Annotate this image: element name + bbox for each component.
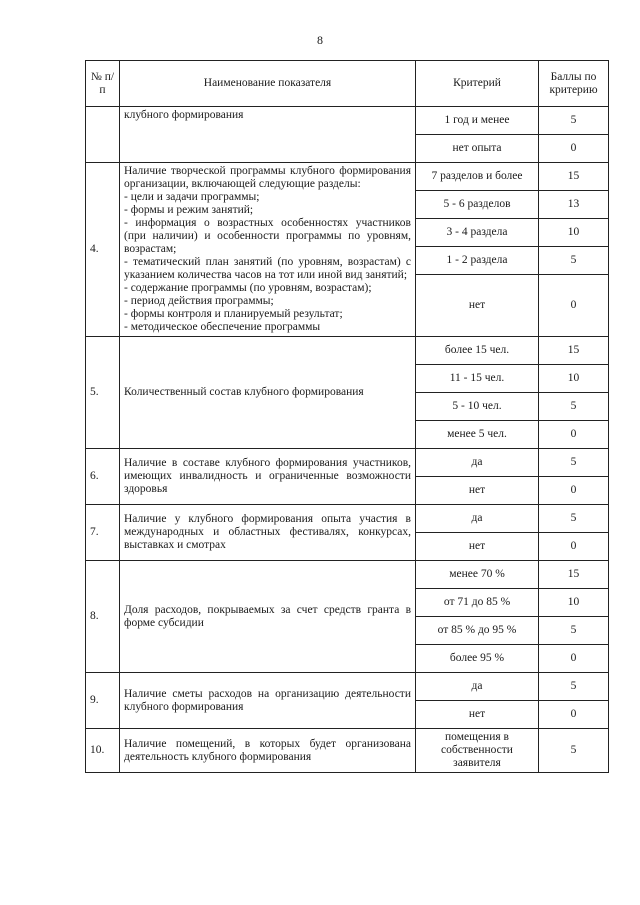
indicator-name: Наличие в составе клубного формирования участников, имеющих инвалидность и ограниченные возможности здоровья xyxy=(120,449,416,505)
header-criterion: Критерий xyxy=(416,61,539,107)
name-line: - методическое обеспечение программы xyxy=(124,321,321,333)
score-cell: 5 xyxy=(539,729,609,773)
score-cell: 0 xyxy=(539,135,609,163)
score-cell: 13 xyxy=(539,191,609,219)
criterion-cell: более 15 чел. xyxy=(416,337,539,365)
score-cell: 0 xyxy=(539,701,609,729)
score-cell: 5 xyxy=(539,449,609,477)
score-cell: 15 xyxy=(539,561,609,589)
page-number: 8 xyxy=(317,33,323,47)
header-num: № п/п xyxy=(86,61,120,107)
score-cell: 5 xyxy=(539,505,609,533)
name-line: - содержание программы (по уровням, возрастам); xyxy=(124,282,372,294)
score-cell: 15 xyxy=(539,163,609,191)
score-cell: 15 xyxy=(539,337,609,365)
score-cell: 0 xyxy=(539,421,609,449)
score-cell: 10 xyxy=(539,365,609,393)
criterion-cell: менее 5 чел. xyxy=(416,421,539,449)
criterion-cell: нет xyxy=(416,701,539,729)
criterion-cell: да xyxy=(416,449,539,477)
name-line: - формы контроля и планируемый результат; xyxy=(124,308,343,320)
indicator-name: Наличие помещений, в которых будет организована деятельность клубного формирования xyxy=(120,729,416,773)
row-number: 5. xyxy=(86,337,120,449)
name-line: - тематический план занятий (по уровням, возрастам) с указанием количества часов на тот или иной вид занятий; xyxy=(124,256,411,281)
criterion-cell: 11 - 15 чел. xyxy=(416,365,539,393)
criterion-cell: нет xyxy=(416,477,539,505)
row-number xyxy=(86,107,120,163)
header-name: Наименование показателя xyxy=(120,61,416,107)
score-cell: 5 xyxy=(539,617,609,645)
indicator-name xyxy=(120,163,416,337)
criterion-cell: да xyxy=(416,673,539,701)
criterion-cell: 5 - 6 разделов xyxy=(416,191,539,219)
name-line: - цели и задачи программы; xyxy=(124,191,260,203)
score-cell: 10 xyxy=(539,219,609,247)
score-cell: 0 xyxy=(539,275,609,337)
criterion-cell: 5 - 10 чел. xyxy=(416,393,539,421)
indicator-name: Доля расходов, покрываемых за счет средств гранта в форме субсидии xyxy=(120,561,416,673)
score-cell: 0 xyxy=(539,477,609,505)
score-cell: 5 xyxy=(539,247,609,275)
name-line: - информация о возрастных особенностях участников (при наличии) и особенности программы по уровням, возрастам; xyxy=(124,217,411,255)
score-cell: 5 xyxy=(539,393,609,421)
row-number: 6. xyxy=(86,449,120,505)
indicator-name: клубного формирования xyxy=(120,107,416,163)
criterion-cell: нет xyxy=(416,533,539,561)
indicator-name: Количественный состав клубного формирования xyxy=(120,337,416,449)
criterion-cell: 1 - 2 раздела xyxy=(416,247,539,275)
score-cell: 5 xyxy=(539,673,609,701)
criterion-cell: от 85 % до 95 % xyxy=(416,617,539,645)
criterion-cell: нет опыта xyxy=(416,135,539,163)
name-line: - формы и режим занятий; xyxy=(124,204,254,216)
criterion-cell: 7 разделов и более xyxy=(416,163,539,191)
indicator-name: Наличие у клубного формирования опыта участия в международных и областных фестивалях, конкурсах, выставках и смотрах xyxy=(120,505,416,561)
score-cell: 0 xyxy=(539,533,609,561)
row-number: 9. xyxy=(86,673,120,729)
name-line: Наличие творческой программы клубного формирования организации, включающей следующие разделы: xyxy=(124,165,411,190)
criterion-cell: более 95 % xyxy=(416,645,539,673)
row-number: 7. xyxy=(86,505,120,561)
row-number: 4. xyxy=(86,163,120,337)
criterion-cell: помещения в собственности заявителя xyxy=(416,729,539,773)
score-cell: 10 xyxy=(539,589,609,617)
criterion-cell: нет xyxy=(416,275,539,337)
criterion-cell: от 71 до 85 % xyxy=(416,589,539,617)
criterion-cell: да xyxy=(416,505,539,533)
name-line: - период действия программы; xyxy=(124,295,274,307)
criteria-table xyxy=(85,60,609,773)
row-number: 10. xyxy=(86,729,120,773)
score-cell: 5 xyxy=(539,107,609,135)
criterion-cell: 3 - 4 раздела xyxy=(416,219,539,247)
header-score: Баллы по критерию xyxy=(539,61,609,107)
criterion-cell: 1 год и менее xyxy=(416,107,539,135)
indicator-name: Наличие сметы расходов на организацию деятельности клубного формирования xyxy=(120,673,416,729)
score-cell: 0 xyxy=(539,645,609,673)
criterion-cell: менее 70 % xyxy=(416,561,539,589)
row-number: 8. xyxy=(86,561,120,673)
